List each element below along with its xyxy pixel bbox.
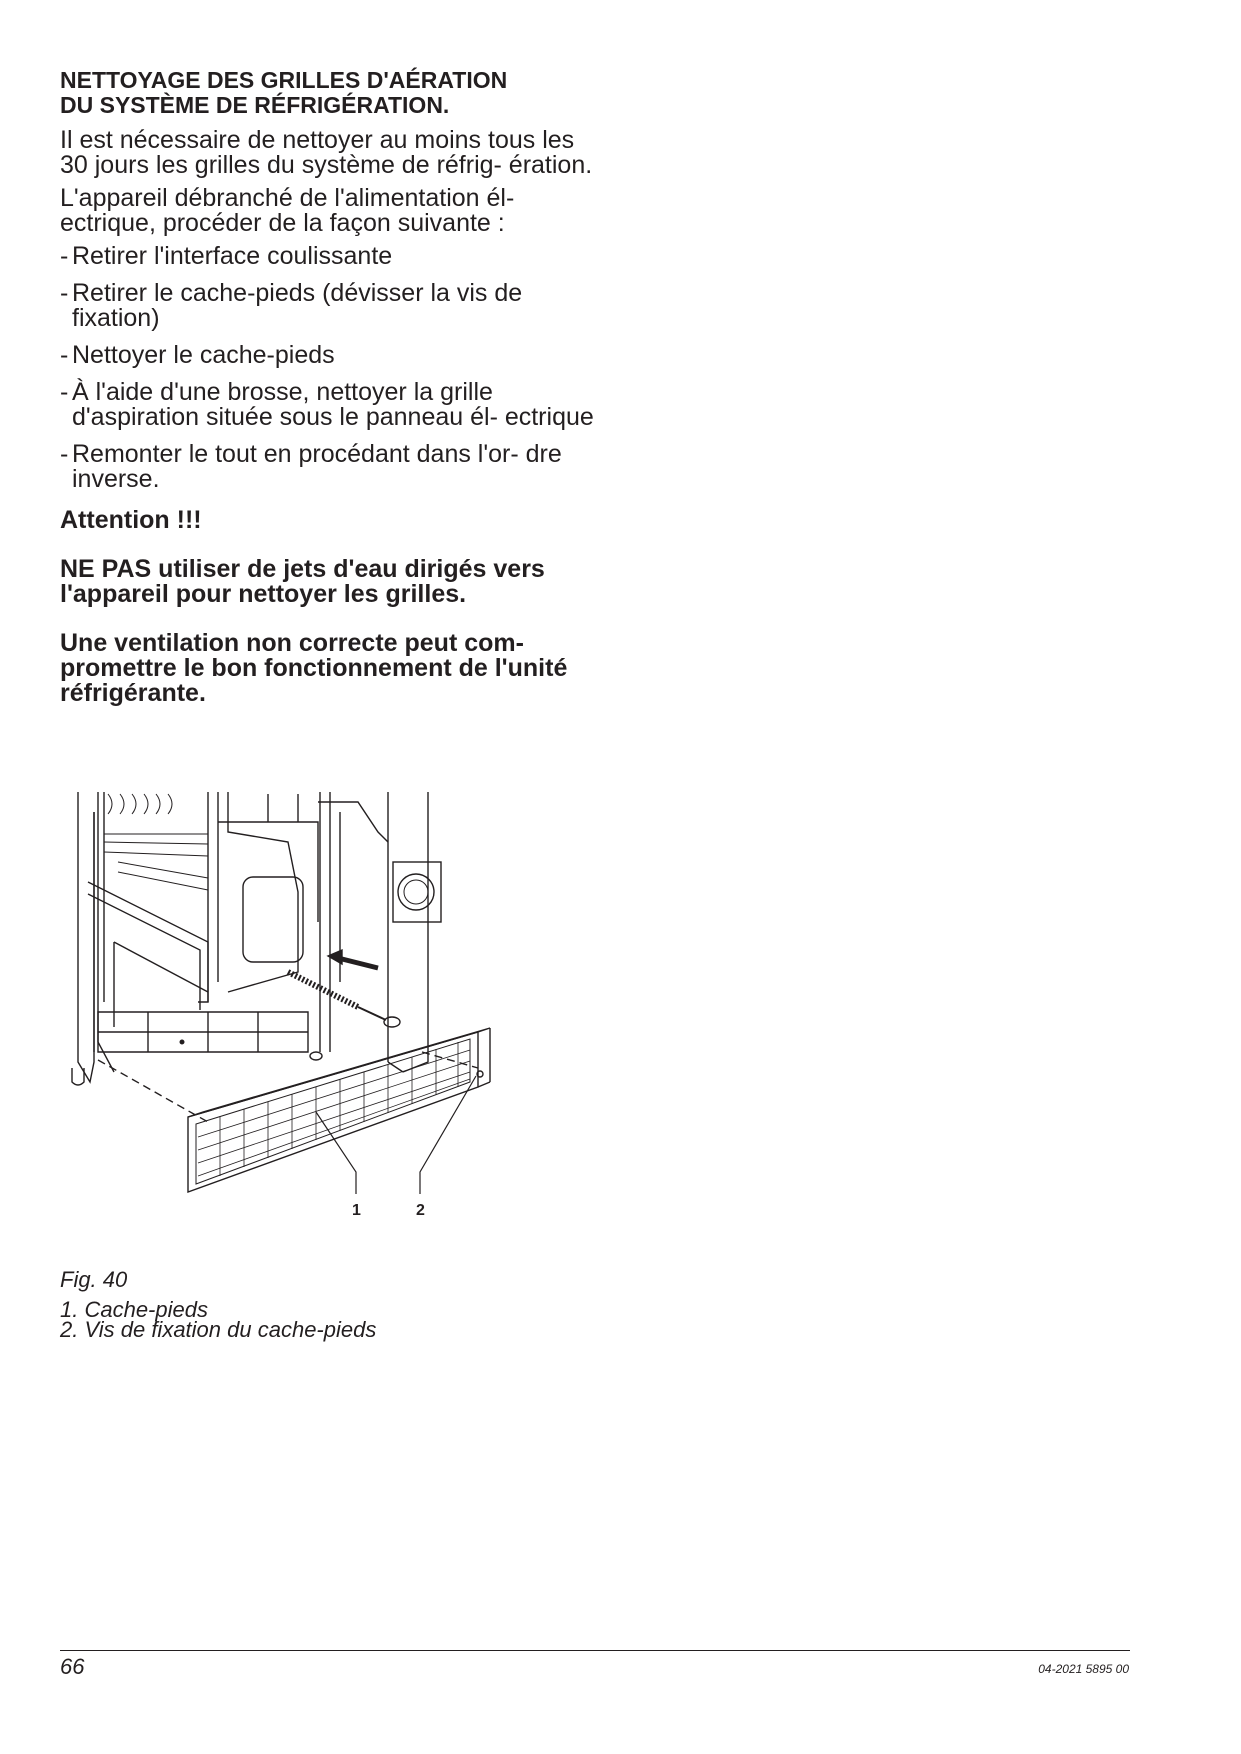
step-text: Retirer l'interface coulissante — [72, 242, 393, 270]
legend-item: 2. Vis de fixation du cache-pieds — [60, 1317, 377, 1342]
document-reference: 04-2021 5895 00 — [1038, 1662, 1129, 1676]
list-item — [60, 380, 600, 430]
list-item — [60, 244, 600, 269]
procedure-paragraph: L'appareil débranché de l'alimentation él- ectrique, procéder de la façon suivante : — [60, 184, 515, 237]
list-item — [60, 281, 600, 331]
intro-paragraph: Il est nécessaire de nettoyer au moins tous les 30 jours les grilles du système de réfrig- ération. — [60, 126, 593, 179]
footer-rule — [60, 1650, 1130, 1651]
figure-legend — [60, 1297, 377, 1342]
list-item — [60, 343, 600, 368]
appliance-drawing — [58, 782, 538, 1252]
list-dash: - — [60, 242, 69, 270]
step-text: À l'aide d'une brosse, nettoyer la grille d'aspiration située sous le panneau él- ectrique — [72, 378, 594, 431]
legend-item: 1. Cache-pieds — [60, 1297, 208, 1322]
step-text: Nettoyer le cache-pieds — [72, 341, 335, 369]
list-dash: - — [60, 279, 69, 307]
callout-1: 1 — [352, 1202, 361, 1219]
water-jet-warning: NE PAS utiliser de jets d'eau dirigés vers l'appareil pour nettoyer les grilles. — [60, 555, 545, 608]
ventilation-warning: Une ventilation non correcte peut com- promettre le bon fonctionnement de l'unité réfrigérante. — [60, 629, 568, 707]
step-text: Retirer le cache-pieds (dévisser la vis de fixation) — [72, 279, 523, 332]
list-dash: - — [60, 440, 69, 468]
callout-2: 2 — [416, 1202, 425, 1219]
figure-illustration — [58, 782, 538, 1252]
text-column — [60, 68, 600, 706]
figure-caption: Fig. 40 — [60, 1267, 128, 1292]
list-dash: - — [60, 341, 69, 369]
list-dash: - — [60, 378, 69, 406]
page-number: 66 — [60, 1654, 85, 1679]
step-text: Remonter le tout en procédant dans l'or- dre inverse. — [72, 440, 562, 493]
section-title-line2: DU SYSTÈME DE RÉFRIGÉRATION. — [60, 92, 450, 118]
section-title-line1: NETTOYAGE DES GRILLES D'AÉRATION — [60, 67, 508, 93]
step-list — [60, 244, 600, 492]
section-title — [60, 68, 600, 118]
attention-heading: Attention !!! — [60, 506, 202, 534]
list-item — [60, 442, 600, 492]
